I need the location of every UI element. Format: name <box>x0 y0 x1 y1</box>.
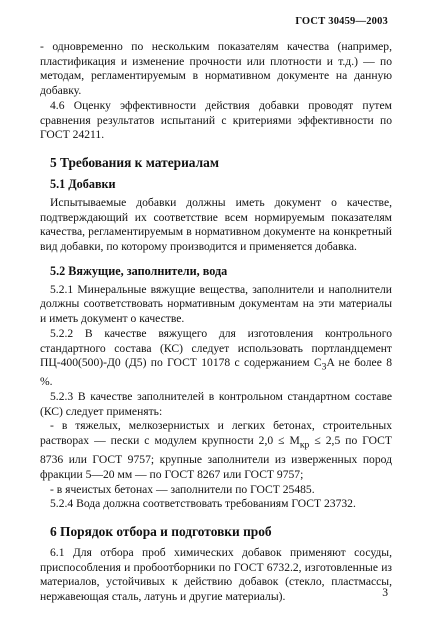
item-1-text: - в тяжелых, мелкозернистых и легких бетонах, строительных растворах — пески с модулем крупности 2,0 ≤ M <box>40 419 392 448</box>
paragraph-5-2-3-item-1 <box>40 419 392 482</box>
page-content <box>40 40 392 605</box>
section-6-heading: 6 Порядок отбора и подготовки проб <box>50 523 272 539</box>
mkr-subscript: кр <box>299 439 310 451</box>
paragraph-5-2-2-text: 5.2.2 В качестве вяжущего для изготовления контрольного стандартного состава (КС) следует использовать портландцемент ПЦ-400(500)-Д0 (Д5) по ГОСТ 10178 с содержанием C <box>40 326 392 370</box>
paragraph-5-2-4: 5.2.4 Вода должна соответствовать требованиям ГОСТ 23732. <box>50 497 356 511</box>
paragraph-6-1: 6.1 Для отбора проб химических добавок применяют сосуды, приспособления и пробоотборники по ГОСТ 6732.2, изготовленные из материалов, устойчивых к действию добавок (стекло, пластмассы, нержавеющая сталь, латунь и другие материалы). <box>40 545 392 604</box>
paragraph-5-2-3: 5.2.3 В качестве заполнителей в контрольном стандартном составе (КС) следует применять: <box>40 389 392 418</box>
item-1-tail: ≤ 2,5 по ГОСТ 8736 или ГОСТ 9757; крупные заполнители из изверженных пород фракции 5—20 мм — по ГОСТ 8267 или ГОСТ 9757; <box>40 434 392 481</box>
subsection-5-1-heading: 5.1 Добавки <box>50 176 116 191</box>
subsection-5-2-heading: 5.2 Вяжущие, заполнители, вода <box>50 263 228 278</box>
paragraph-5-2-2 <box>40 327 392 390</box>
section-5-heading: 5 Требования к материалам <box>50 154 219 170</box>
paragraph-5-2-2-tail: A не более 8 %. <box>40 356 392 389</box>
page-number: 3 <box>382 586 388 599</box>
intro-paragraph: - одновременно по нескольким показателям качества (например, пластификация и изменение прочности или плотности и т.д.) — по методам, регламентируемым в нормативном документе на данную добавку. <box>40 40 392 98</box>
c3a-subscript: 3 <box>321 361 327 373</box>
paragraph-5-2-3-item-2: - в ячеистых бетонах — заполнители по ГОСТ 25485. <box>50 482 315 496</box>
standard-code-header: ГОСТ 30459—2003 <box>295 16 388 27</box>
paragraph-5-1: Испытываемые добавки должны иметь документ о качестве, подтверждающий их соответствие всем нормируемым показателям качества, регламентируемым в нормативном документе на конкретный вид добавки, по которому производится и применяется добавка. <box>40 195 392 254</box>
paragraph-4-6: 4.6 Оценку эффективности действия добавки проводят путем сравнения результатов испытаний с критериями эффективности по ГОСТ 24211. <box>40 98 392 142</box>
paragraph-5-2-1: 5.2.1 Минеральные вяжущие вещества, заполнители и наполнители должны соответствовать нормативным документам на эти материалы и иметь документ о качестве. <box>40 282 392 326</box>
